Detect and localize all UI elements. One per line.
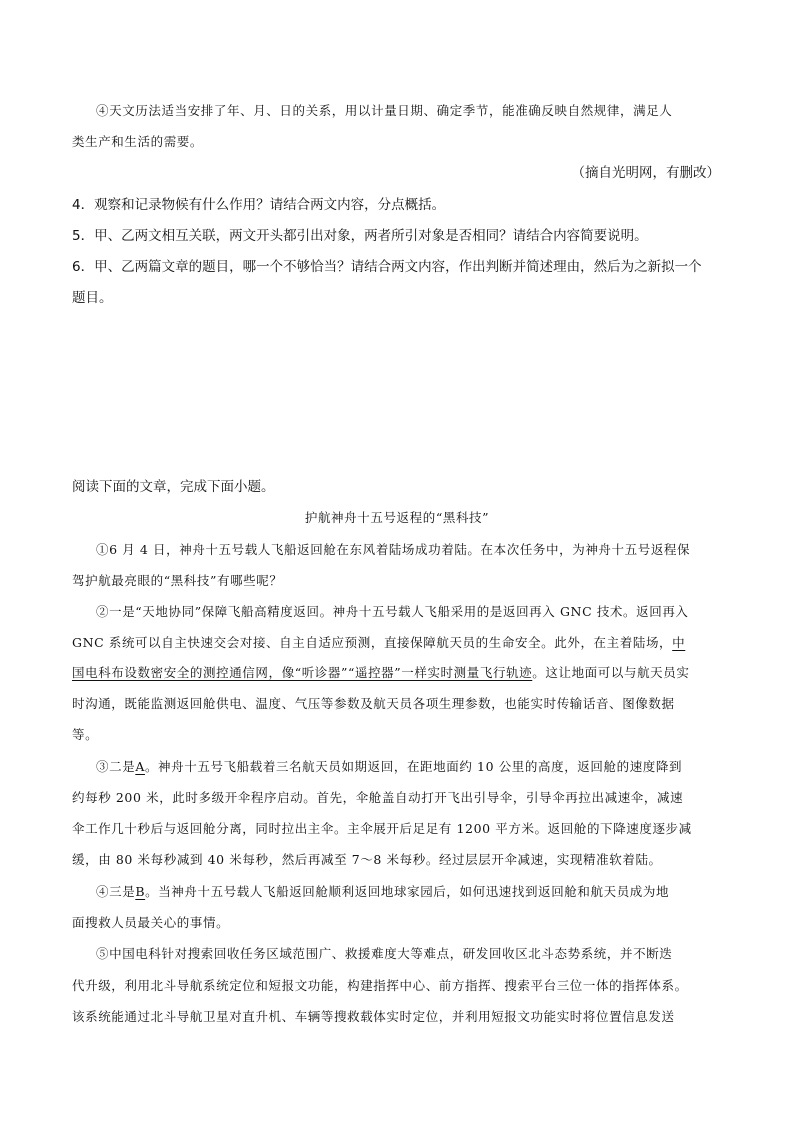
p5-line3: 该系统能通过北斗导航卫星对直升机、车辆等搜救载体实时定位，并利用短报文功能实时将位置信息发送 (72, 1009, 675, 1024)
p2-line5: 等。 (72, 727, 99, 742)
reading-instruction: 阅读下面的文章，完成下面小题。 (72, 479, 275, 495)
question-6-cont: 题目。 (72, 290, 113, 306)
p4-prefix: ④三是 (96, 884, 136, 899)
para4-line1: ④天文历法适当安排了年、月、日的关系，用以计量日期、确定季节，能准确反映自然规律，满足人 (96, 103, 673, 118)
p2-line1: ②一是“天地协同”保障飞船高精度返回。神舟十五号载人飞船采用的是返回再入 GNC 技术。返回再入 (96, 604, 689, 619)
p3-prefix: ③二是 (96, 759, 136, 774)
question-4: 4．观察和记录物候有什么作用？请结合两文内容，分点概括。 (72, 197, 446, 213)
p2-line2 (72, 633, 685, 653)
question-6: 6．甲、乙两篇文章的题目，哪一个不够恰当？请结合两文内容，作出判断并简述理由，然后为之新拟一个 (72, 259, 702, 275)
p5-line2: 代升级，利用北斗导航系统定位和短报文功能，构建指挥中心、前方指挥、搜索平台三位一体的指挥体系。 (72, 978, 688, 993)
p3-line2: 约每秒 200 米，此时多级开伞程序启动。首先，伞舱盖自动打开飞出引导伞，引导伞再拉出减速伞，减速 (72, 790, 684, 805)
p4-line1-text: 。当神舟十五号载人飞船返回舱顺利返回地球家园后，如何迅速找到返回舱和航天员成为地 (145, 884, 670, 899)
p3-line1 (96, 757, 682, 777)
p1-line2: 驾护航最亮眼的“黑科技”有哪些呢？ (72, 573, 283, 588)
p5-line1: ⑤中国电科针对搜索回收任务区域范围广、救援难度大等难点，研发回收区北斗态势系统，并不断迭 (96, 946, 673, 961)
blank-b: B (135, 884, 146, 899)
p3-line3: 伞工作几十秒后与返回舱分离，同时拉出主伞。主伞展开后足足有 1200 平方米。返回舱的下降速度逐步减 (72, 821, 692, 836)
p2-line3 (72, 663, 689, 683)
underlined-sentence: 国电科布设数密安全的测控通信网，像“听诊器”“遥控器”一样实时测量飞行轨迹 (72, 665, 533, 680)
p3-line1-text: 。神舟十五号飞船载着三名航天员如期返回，在距地面约 10 公里的高度，返回舱的速度降到 (144, 759, 683, 774)
p4-line2: 面搜救人员最关心的事情。 (72, 915, 230, 930)
question-5: 5．甲、乙两文相互关联，两文开头都引出对象，两者所引对象是否相同？请结合内容简要说明。 (72, 228, 648, 244)
p2-line2-text: GNC 系统可以自主快速交会对接、自主自适应预测，直接保障航天员的生命安全。此外，在主着陆场， (72, 635, 673, 650)
p1-line1: ①6 月 4 日，神舟十五号载人飞船返回舱在东风着陆场成功着陆。在本次任务中，为神舟十五号返程保 (96, 542, 691, 557)
p2-line3-text: 。这让地面可以与航天员实 (532, 665, 690, 680)
blank-a: A (135, 759, 145, 774)
underlined-sentence-start: 中 (672, 635, 686, 650)
p3-line4: 缓，由 80 米每秒减到 40 米每秒，然后再减至 7～8 米每秒。经过层层开伞减速，实现精准软着陆。 (72, 852, 662, 867)
p4-line1 (96, 882, 669, 902)
article-title: 护航神舟十五号返程的“黑科技” (304, 510, 490, 525)
source-note: （摘自光明网，有删改） (571, 165, 720, 181)
para4-line2: 类生产和生活的需要。 (72, 134, 204, 149)
p2-line4: 时沟通，既能监测返回舱供电、温度、气压等参数及航天员各项生理参数，也能实时传输话音、图像数据 (72, 696, 675, 711)
